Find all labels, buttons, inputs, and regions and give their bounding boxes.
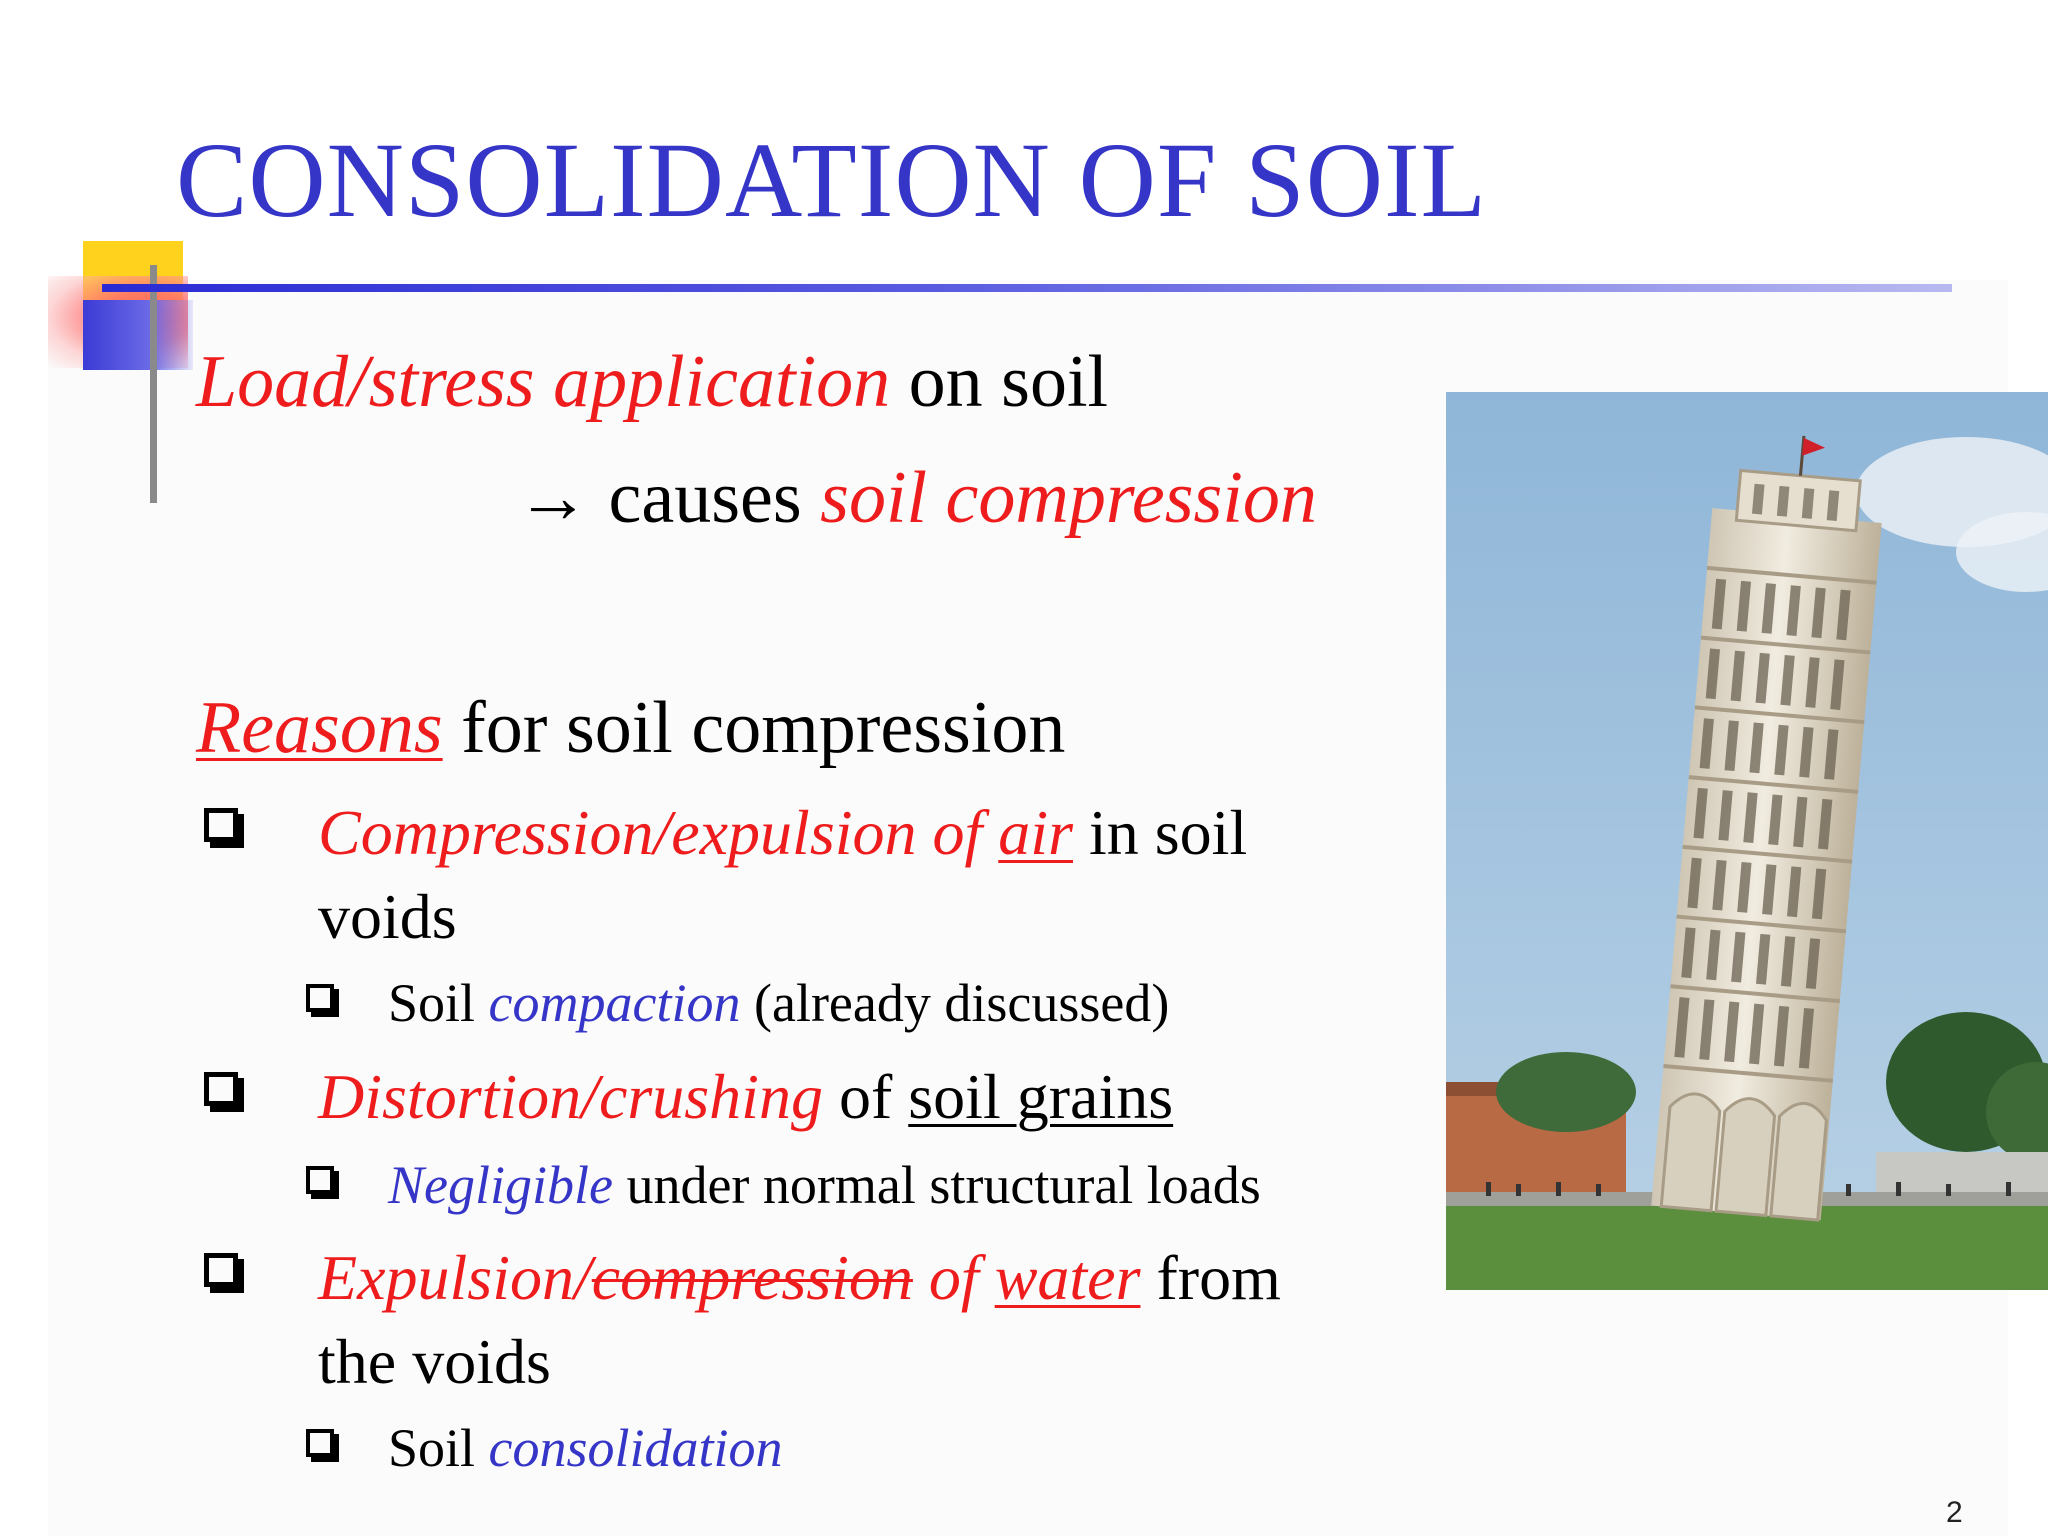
checkbox-subbullet-icon bbox=[306, 984, 334, 1012]
subbullet-negligible bbox=[388, 1154, 1261, 1216]
checkbox-subbullet-icon bbox=[306, 1429, 334, 1457]
title-underline-rule bbox=[102, 284, 1952, 292]
decor-blue-square bbox=[83, 300, 193, 370]
bullet-air-line-1 bbox=[318, 796, 1247, 870]
intro-compression-emphasis: soil compression bbox=[820, 457, 1317, 539]
subbullet-consolidation-a: Soil bbox=[388, 1418, 489, 1478]
reasons-emphasis: Reasons bbox=[196, 687, 443, 769]
bullet-air-line-2: voids bbox=[318, 881, 457, 952]
subbullet-compaction-a: Soil bbox=[388, 973, 489, 1033]
bullet-distortion bbox=[318, 1060, 1173, 1134]
bullet-water-line-2: the voids bbox=[318, 1326, 551, 1397]
checkbox-bullet-icon bbox=[204, 808, 238, 842]
subbullet-compaction-emphasis: compaction bbox=[488, 973, 741, 1033]
bullet-air-word: air bbox=[998, 797, 1073, 868]
bullet-water-strikethrough: compression bbox=[591, 1242, 913, 1313]
intro-load-emphasis: Load/stress application bbox=[196, 341, 891, 423]
subbullet-compaction-rest: (already discussed) bbox=[740, 973, 1170, 1033]
subbullet-compaction bbox=[388, 972, 1169, 1034]
reasons-heading-rest: for soil compression bbox=[442, 687, 1066, 769]
bullet-water-word: water bbox=[994, 1242, 1141, 1313]
bullet-air-rest: in soil bbox=[1072, 797, 1248, 868]
intro-arrow-text: → causes bbox=[516, 457, 821, 539]
reasons-heading bbox=[196, 686, 1065, 771]
tower-illustration bbox=[1446, 392, 2048, 1290]
bullet-distortion-grains: soil grains bbox=[908, 1061, 1174, 1132]
checkbox-subbullet-icon bbox=[306, 1166, 334, 1194]
slide-title: CONSOLIDATION OF SOIL bbox=[176, 122, 1487, 240]
bullet-water-of: of bbox=[912, 1242, 995, 1313]
checkbox-bullet-icon bbox=[204, 1072, 238, 1106]
intro-line-2 bbox=[516, 456, 1317, 541]
intro-load-rest: on soil bbox=[890, 341, 1109, 423]
bullet-water-from: from bbox=[1140, 1242, 1281, 1313]
bullet-water-line-1 bbox=[318, 1241, 1281, 1315]
bullet-distortion-emphasis: Distortion/crushing bbox=[318, 1061, 823, 1132]
subbullet-consolidation bbox=[388, 1417, 783, 1479]
bullet-water-expulsion: Expulsion/ bbox=[318, 1242, 592, 1313]
leaning-tower-of-pisa-photo bbox=[1446, 392, 2048, 1290]
subbullet-negligible-emphasis: Negligible bbox=[388, 1155, 613, 1215]
bullet-air-emphasis: Compression/expulsion of bbox=[318, 797, 999, 868]
subbullet-negligible-rest: under normal structural loads bbox=[612, 1155, 1261, 1215]
bullet-distortion-of: of bbox=[822, 1061, 909, 1132]
page-number: 2 bbox=[1946, 1496, 1963, 1529]
decor-vertical-line bbox=[150, 265, 157, 503]
intro-line-1 bbox=[196, 340, 1108, 425]
subbullet-consolidation-emphasis: consolidation bbox=[488, 1418, 783, 1478]
checkbox-bullet-icon bbox=[204, 1253, 238, 1287]
